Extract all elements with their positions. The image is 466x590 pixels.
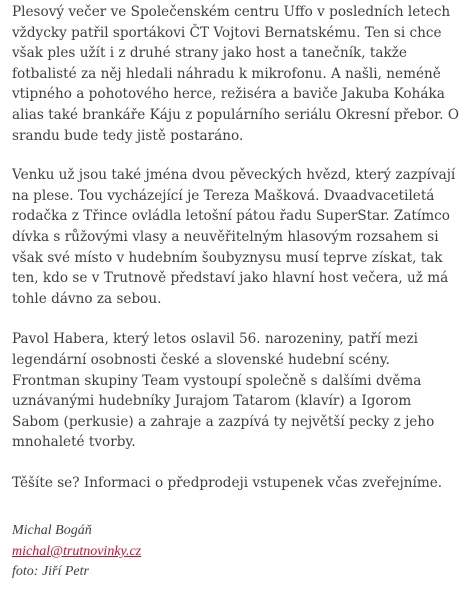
article-paragraph-2: Venku už jsou také jména dvou pěveckých hvězd, který zazpívají na plese. Tou vycházející je Tereza Mašková. Dvaadvacetiletá rodačka z Třince ovládla letošní pátou řadu SuperStar. Zatímco dívka s růžovými vlasy a neuvěřitelným hlasovým rozsahem si však své místo v hudebním šoubyznysu musí teprve získat, tak ten, kdo se v Trutnově představí jako hlavní host večera, už má tohle dávno za sebou. <box>12 167 456 307</box>
article-body <box>12 2 460 583</box>
photo-credit: foto: Jiří Petr <box>12 564 89 580</box>
author-email-line <box>12 542 460 563</box>
author-name: Michal Bogáň <box>12 523 92 539</box>
article-paragraph-3: Pavol Habera, který letos oslavil 56. narozeniny, patří mezi legendární osobnosti české a slovenské hudební scény. Frontman skupiny Team vystoupí společně s dalšími dvěma uznávanými hudebníky Jurajom Tatarom (klavír) a Igorom Sabom (perkusie) a zahraje a zazpívá ty největší pecky z jeho mnohaleté tvorby. <box>12 331 435 451</box>
article-paragraph-4: Těšíte se? Informaci o předprodeji vstupenek včas zveřejníme. <box>12 474 443 491</box>
article-paragraph-1: Plesový večer ve Společenském centru Uffo v posledních letech vždycky patřil sportákovi ČT Vojtovi Bernatskému. Ten si chce však ples užít i z druhé strany jako host a tanečník, takže fotbalisté za něj hledali náhradu k mikrofonu. A našli, neméně vtipného a pohotového herce, režiséra a baviče Jakuba Koháka alias také brankáře Káju z populárního seriálu Okresní přebor. O srandu bude tedy jistě postaráno. <box>12 4 459 144</box>
article-signature <box>12 521 460 583</box>
author-email-link[interactable]: michal@trutnovinky.cz <box>12 543 142 559</box>
